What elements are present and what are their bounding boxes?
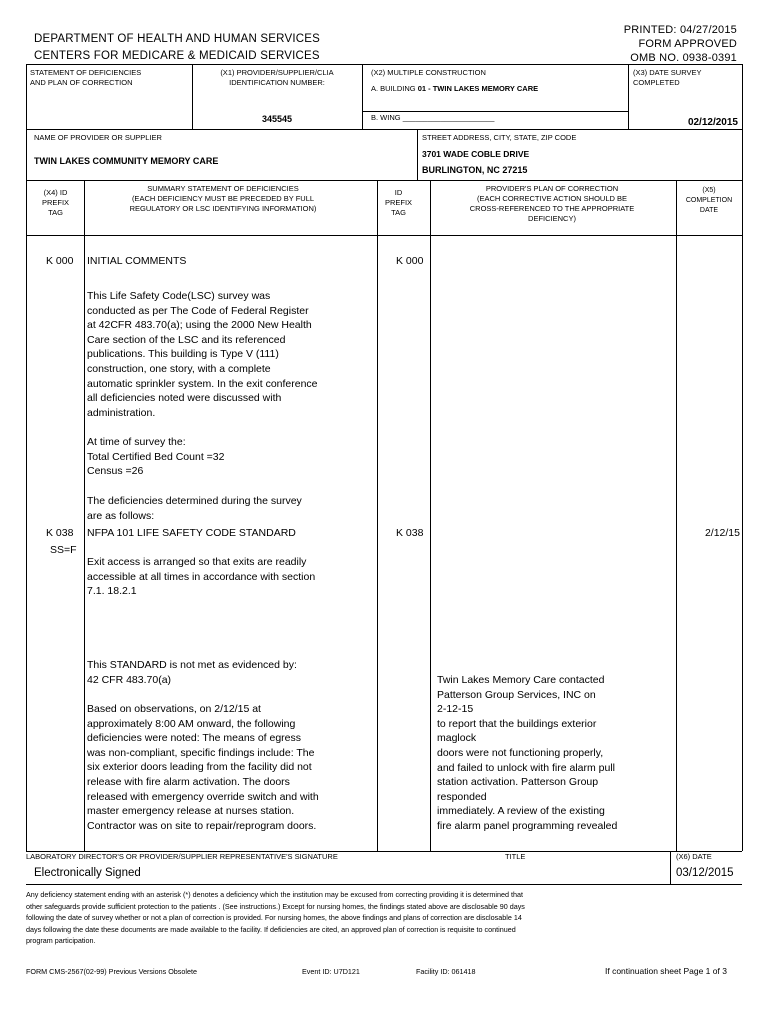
observations-paragraph: Based on observations, on 2/12/15 at approximately 8:00 AM onward, the following deficiencies were noted: The means of egress was non-compliant, specific findings include: The six exterior doors leading from the facility did not release with fire alarm activation. The doors released with emergency override switch and with master emergency release at nurses station. Contractor was on site to repair/reprogram doors. — [87, 703, 319, 832]
x2-label: (X2) MULTIPLE CONSTRUCTION — [371, 68, 486, 77]
x6-date-value: 03/12/2015 — [676, 867, 734, 879]
survey-paragraph: This Life Safety Code(LSC) survey was conducted as per The Code of Federal Register at 42CFR 483.70(a); using the 2000 New Health Care section of the LSC and its referenced publications. This building is Type V (111) construction, one story, with a complete automatic sprinkler system. In the exit conference all deficiencies noted were discussed with administration. — [87, 290, 318, 419]
printed-block — [624, 23, 737, 65]
centers-title: CENTERS FOR MEDICARE & MEDICAID SERVICES — [34, 50, 320, 62]
exit-access-paragraph: Exit access is arranged so that exits are readily accessible at all times in accordance with section 7.1. 18.2.1 — [87, 556, 316, 598]
building-label: A. BUILDING — [371, 84, 416, 93]
form-id: FORM CMS-2567(02-99) Previous Versions Obsolete — [26, 967, 197, 976]
x1-value: 345545 — [261, 114, 293, 124]
building-value: 01 - TWIN LAKES MEMORY CARE — [417, 84, 539, 93]
provider-label: NAME OF PROVIDER OR SUPPLIER — [34, 133, 162, 142]
building-row — [371, 84, 538, 94]
x6-date-label: (X6) DATE — [676, 852, 712, 861]
wing-row — [371, 113, 494, 123]
event-id: Event ID: U7D121 — [302, 967, 360, 976]
bed-count-paragraph: At time of survey the: Total Certified Bed Count =32 Census =26 — [87, 436, 225, 478]
scope-severity: SS=F — [50, 544, 77, 556]
tag-k038: K 038 — [46, 527, 74, 539]
department-title: DEPARTMENT OF HEALTH AND HUMAN SERVICES — [34, 33, 320, 45]
wing-label: B. WING — [371, 113, 401, 122]
k038-title: NFPA 101 LIFE SAFETY CODE STANDARD — [87, 527, 296, 539]
street-label: STREET ADDRESS, CITY, STATE, ZIP CODE — [422, 133, 577, 142]
x3-label: (X3) DATE SURVEY COMPLETED — [633, 68, 702, 87]
street-line1: 3701 WADE COBLE DRIVE — [422, 149, 530, 159]
tag-k000-right: K 000 — [396, 255, 424, 267]
title-label: TITLE — [505, 852, 526, 861]
electronic-signature: Electronically Signed — [34, 867, 141, 879]
printed-date: PRINTED: 04/27/2015 — [623, 24, 737, 36]
plan-of-correction-text: Twin Lakes Memory Care contacted Patterson Group Services, INC on 2-12-15 to report that the buildings exterior maglock doors were not functioning properly, and failed to unlock with fire alarm pull station activation. Patterson Group responded immediately. A review of the existing fire alarm panel programming revealed — [437, 674, 618, 832]
street-line2: BURLINGTON, NC 27215 — [422, 165, 528, 175]
k038-completion-date: 2/12/15 — [704, 527, 740, 539]
col-summary: SUMMARY STATEMENT OF DEFICIENCIES (EACH DEFICIENCY MUST BE PRECEDED BY FULL REGULATORY OR LSC IDENTIFYING INFORMATION) — [129, 184, 317, 213]
col-x5-date: (X5) COMPLETION DATE — [685, 187, 733, 214]
disclaimer-text: Any deficiency statement ending with an asterisk (*) denotes a deficiency which the institution may be excused from correcting providing it is determined that other safeguards provide sufficient protection to the patients . (See instructions.) Except for nursing homes, the findings stated above are disclosable 90 days following the date of survey whether or not a plan of correction is provided. For nursing homes, the above findings and plans of correction are disclosable 14 days following the date these documents are made available to the facility. If deficiencies are cited, an approved plan of correction is requisite to continued program participation. — [26, 890, 525, 945]
tag-k038-right: K 038 — [396, 527, 424, 539]
signature-label: LABORATORY DIRECTOR'S OR PROVIDER/SUPPLIER REPRESENTATIVE'S SIGNATURE — [26, 852, 338, 861]
statement-label: STATEMENT OF DEFICIENCIES AND PLAN OF CORRECTION — [30, 68, 142, 87]
x1-label: (X1) PROVIDER/SUPPLIER/CLIA IDENTIFICATION NUMBER: — [220, 68, 334, 87]
standard-not-met: This STANDARD is not met as evidenced by: 42 CFR 483.70(a) — [87, 659, 297, 686]
initial-comments-heading: INITIAL COMMENTS — [87, 255, 187, 267]
wing-blank: ______________________ — [402, 113, 495, 122]
col-x4-tag: (X4) ID PREFIX TAG — [41, 188, 70, 217]
x3-value: 02/12/2015 — [687, 117, 738, 128]
form-approved: FORM APPROVED — [638, 38, 737, 50]
col-plan: PROVIDER'S PLAN OF CORRECTION (EACH CORRECTIVE ACTION SHOULD BE CROSS-REFERENCED TO THE APPROPRIATE DEFICIENCY) — [469, 184, 635, 223]
col-id-tag: ID PREFIX TAG — [384, 188, 413, 217]
provider-name: TWIN LAKES COMMUNITY MEMORY CARE — [34, 156, 219, 166]
continuation-page: If continuation sheet Page 1 of 3 — [605, 966, 727, 976]
tag-k000: K 000 — [46, 255, 74, 267]
deficiencies-intro: The deficiencies determined during the survey are as follows: — [87, 495, 302, 522]
omb-number: OMB NO. 0938-0391 — [630, 52, 737, 64]
facility-id: Facility ID: 061418 — [416, 967, 476, 976]
